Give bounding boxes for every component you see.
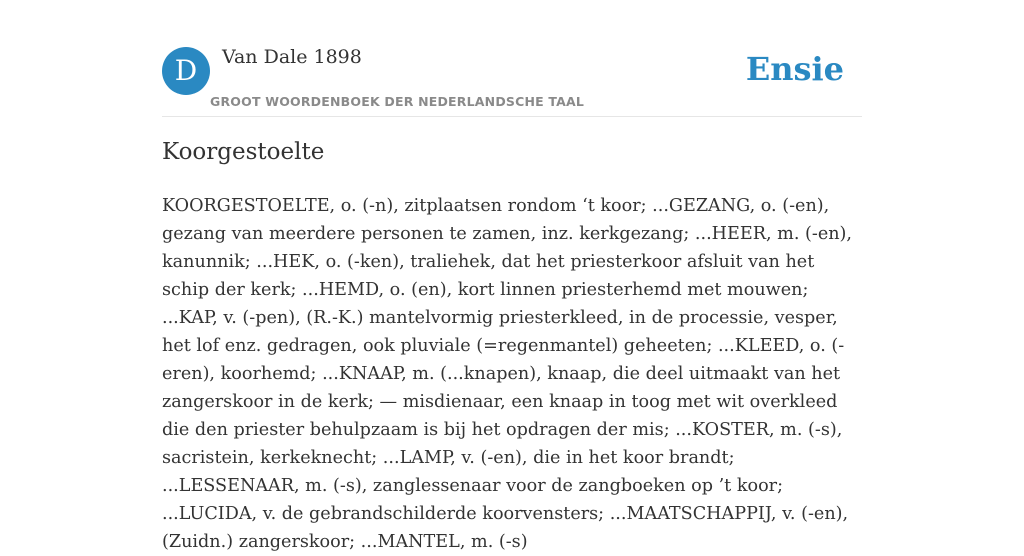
source-subtitle: GROOT WOORDENBOEK DER NEDERLANDSCHE TAAL xyxy=(210,94,585,109)
entry-definition: KOORGESTOELTE, o. (-n), zitplaatsen rondom ‘t koor; ...GEZANG, o. (-en), gezang van meerdere personen te zamen, inz. kerkgezang; ...HEER, m. (-en), kanunnik; ...HEK, o. (-ken), traliehek, dat het priesterkoor afsluit van het schip der kerk; ...HEMD, o. (en), kort linnen priesterhemd met mouwen; ...KAP, v. (-pen), (R.-K.) mantelvormig priesterkleed, in de processie, vesper, het lof enz. gedragen, ook pluviale (=regenmantel) geheeten; ...KLEED, o. (-eren), koorhemd; ...KNAAP, m. (...knapen), knaap, die deel uitmaakt van het zangerskoor in de kerk; — misdienaar, een knaap in toog met wit overkleed die den priester behulpzaam is bij het opdragen der mis; ...KOSTER, m. (-s), sacristein, kerkeknecht; ...LAMP, v. (-en), die in het koor brandt; ...LESSENAAR, m. (-s), zanglessenaar voor de zangboeken op ’t koor; ...LUCIDA, v. de gebrandschilderde koorvensters; ...MAATSCHAPPIJ, v. (-en), (Zuidn.) zangerskoor; ...MANTEL, m. (-s) xyxy=(162,196,853,552)
entry-title: Koorgestoelte xyxy=(162,139,325,165)
source-title[interactable]: Van Dale 1898 xyxy=(222,46,362,68)
source-logo[interactable]: D xyxy=(162,47,210,95)
brand-logo[interactable]: Ensie xyxy=(745,50,844,88)
header xyxy=(162,40,862,117)
